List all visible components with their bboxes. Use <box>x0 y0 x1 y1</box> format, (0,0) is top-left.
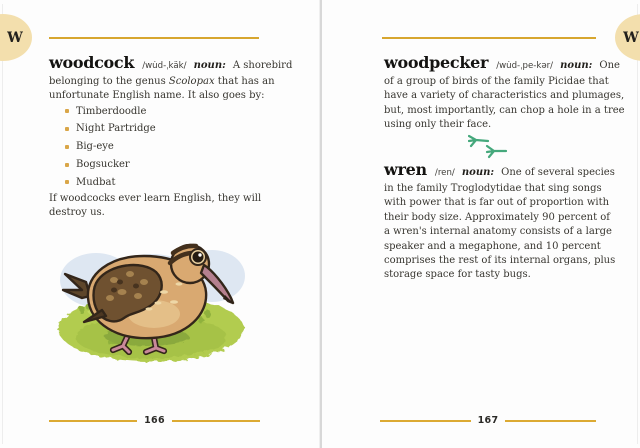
definition-line: storage space for tasty bugs. <box>384 269 531 281</box>
definition-line: a wren's internal anatomy consists of a large <box>384 226 612 238</box>
definition-line: in the family Troglodytidae that sing songs <box>384 183 602 194</box>
footer-rule <box>380 420 471 422</box>
headword: wren <box>384 160 427 179</box>
woodcock-illustration <box>52 240 252 370</box>
entry-rule <box>49 37 259 39</box>
list-item <box>65 140 156 154</box>
headword: woodcock <box>49 53 135 72</box>
list-item <box>65 122 156 136</box>
pronunciation-text: /wu̇d-ˌkäk/ <box>142 61 187 71</box>
footer-rule <box>505 420 596 422</box>
alias-label: Mudbat <box>76 176 116 188</box>
pronunciation-text: /ren/ <box>434 168 455 178</box>
page-right <box>320 0 640 448</box>
bird-tracks-icon <box>468 134 514 160</box>
definition-line: with power that is far out of proportion with <box>384 197 610 209</box>
page-number: 166 <box>144 415 165 426</box>
entry-woodcock <box>49 53 292 104</box>
entry-headline <box>384 160 615 179</box>
bullet-icon <box>65 163 69 167</box>
bullet-icon <box>65 127 69 131</box>
definition-line: comprises the rest of its internal organs, plus <box>384 255 616 267</box>
list-item <box>65 175 156 189</box>
definition-line: of a group of birds of the family Picidae that <box>384 76 609 87</box>
section-letter: W <box>623 29 639 46</box>
entry-rule <box>382 37 596 39</box>
definition-text: that has an <box>214 76 275 87</box>
definition-line <box>49 75 292 89</box>
page-number: 167 <box>477 415 499 426</box>
page-footer <box>380 415 596 426</box>
entry-wren <box>384 160 615 283</box>
definition-line: have a variety of characteristics and plumages, <box>384 90 625 102</box>
bird-eye <box>193 252 204 263</box>
alias-label: Night Partridge <box>76 123 156 135</box>
page-edge <box>2 4 3 444</box>
alias-label: Bogsucker <box>76 159 130 171</box>
bullet-icon <box>65 145 69 149</box>
definition-lead: One <box>599 60 620 71</box>
alias-list <box>65 104 156 193</box>
list-item <box>65 157 156 171</box>
definition-line: using only their face. <box>384 119 492 131</box>
section-letter: W <box>7 29 23 46</box>
section-badge-left <box>0 14 32 61</box>
genus-name: Scolopax <box>168 76 215 87</box>
page-edge <box>637 4 638 444</box>
list-item <box>65 104 156 118</box>
definition-lead: One of several species <box>501 167 615 178</box>
part-of-speech-label: noun: <box>461 167 495 178</box>
footer-rule <box>172 420 260 422</box>
headword: woodpecker <box>384 53 489 72</box>
bullet-icon <box>65 180 69 184</box>
part-of-speech-label: noun: <box>193 60 226 71</box>
alias-label: Timberdoodle <box>76 105 147 117</box>
definition-line: unfortunate English name. It also goes by: <box>49 90 265 102</box>
part-of-speech-label: noun: <box>560 60 593 71</box>
entry-headline <box>49 53 292 72</box>
pronunciation-text: /wu̇d-ˌpe-kər/ <box>496 61 554 71</box>
definition-lead: A shorebird <box>232 60 293 71</box>
entry-headline <box>384 53 625 72</box>
definition-line: If woodcocks ever learn English, they will <box>49 193 262 204</box>
definition-line: speaker and a megaphone, and 10 percent <box>384 240 601 252</box>
page-footer <box>49 415 260 426</box>
entry-woodpecker <box>384 53 625 133</box>
definition-line: their body size. Approximately 90 percent of <box>384 211 611 223</box>
entry-closing <box>49 192 261 221</box>
bullet-icon <box>65 109 69 113</box>
footer-rule <box>49 420 137 422</box>
definition-line: but, most importantly, can chop a hole in a tree <box>384 104 625 116</box>
definition-text: belonging to the genus <box>49 76 169 87</box>
definition-line: destroy us. <box>49 207 105 219</box>
alias-label: Big-eye <box>76 141 114 153</box>
